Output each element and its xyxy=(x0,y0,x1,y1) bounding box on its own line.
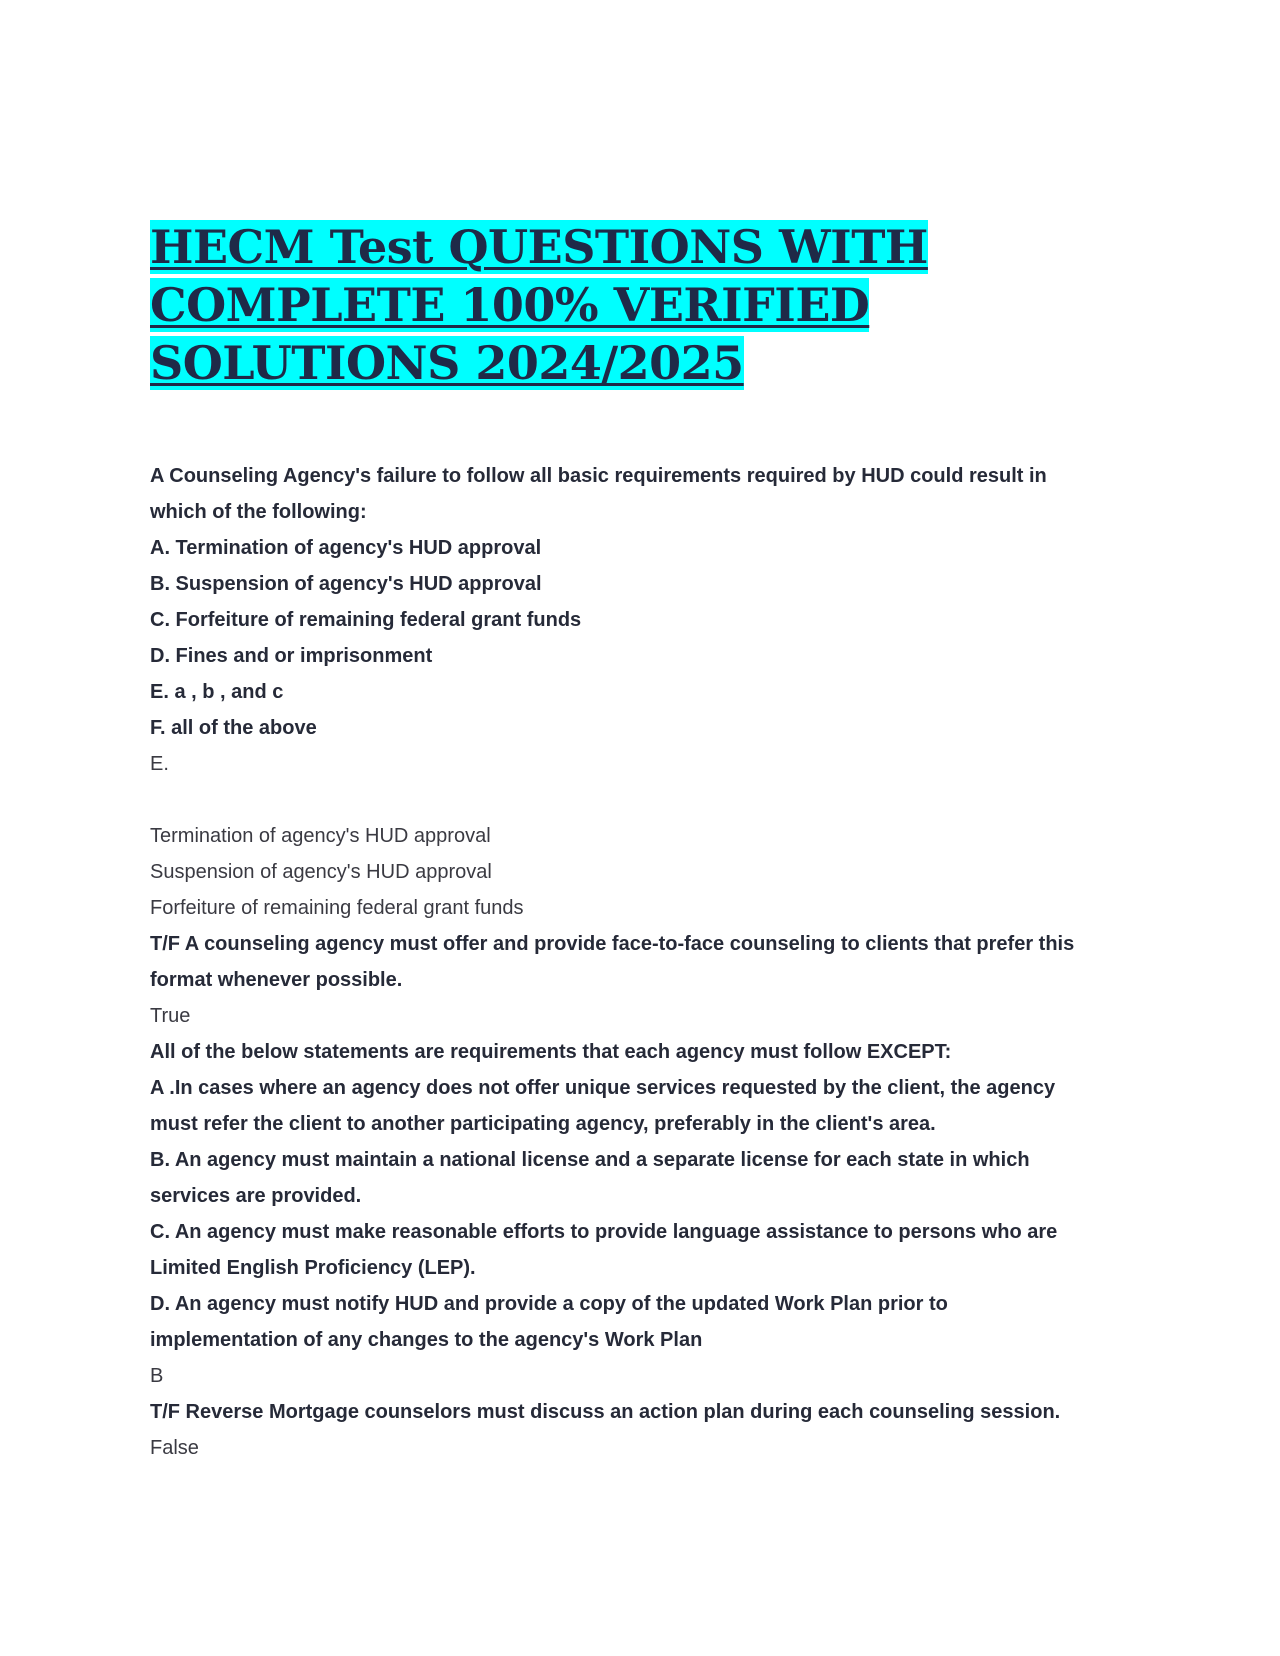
question-2-line: T/F A counseling agency must offer and provide face-to-face counseling to clients that prefer this xyxy=(150,933,1075,955)
question-4-line: T/F Reverse Mortgage counselors must discuss an action plan during each counseling session. xyxy=(150,1401,1061,1423)
qa-content xyxy=(150,458,1140,1466)
document-page xyxy=(150,218,1140,1466)
question-1-option: A. Termination of agency's HUD approval xyxy=(150,537,542,559)
question-1-line: which of the following: xyxy=(150,501,367,523)
question-1-option: E. a , b , and c xyxy=(150,681,284,703)
blank-line xyxy=(150,782,1140,818)
question-1-option: C. Forfeiture of remaining federal grant funds xyxy=(150,609,582,631)
question-3-option: Limited English Proficiency (LEP). xyxy=(150,1257,476,1279)
question-3-option: services are provided. xyxy=(150,1185,362,1207)
question-4-answer: False xyxy=(150,1437,199,1459)
question-1-line: A Counseling Agency's failure to follow all basic requirements required by HUD could result in xyxy=(150,465,1047,487)
question-3-option: A .In cases where an agency does not offer unique services requested by the client, the agency xyxy=(150,1077,1056,1099)
question-1-explanation: Suspension of agency's HUD approval xyxy=(150,861,492,883)
question-3-option: implementation of any changes to the agency's Work Plan xyxy=(150,1329,703,1351)
title-line-text: HECM Test QUESTIONS WITH xyxy=(150,220,928,274)
document-title xyxy=(150,218,1140,392)
question-1-explanation: Termination of agency's HUD approval xyxy=(150,825,491,847)
title-line xyxy=(150,276,1140,334)
title-line xyxy=(150,334,1140,392)
question-3-option: C. An agency must make reasonable efforts to provide language assistance to persons who are xyxy=(150,1221,1058,1243)
question-1-answer: E. xyxy=(150,753,169,775)
question-2-answer: True xyxy=(150,1005,191,1027)
question-3-option: B. An agency must maintain a national license and a separate license for each state in which xyxy=(150,1149,1030,1171)
question-3-line: All of the below statements are requirements that each agency must follow EXCEPT: xyxy=(150,1041,952,1063)
question-2-line: format whenever possible. xyxy=(150,969,403,991)
question-3-answer: B xyxy=(150,1365,164,1387)
question-3-option: D. An agency must notify HUD and provide a copy of the updated Work Plan prior to xyxy=(150,1293,948,1315)
question-1-explanation: Forfeiture of remaining federal grant funds xyxy=(150,897,524,919)
title-line-text: COMPLETE 100% VERIFIED xyxy=(150,278,870,332)
question-1-option: D. Fines and or imprisonment xyxy=(150,645,433,667)
question-1-option: B. Suspension of agency's HUD approval xyxy=(150,573,542,595)
title-line xyxy=(150,218,1140,276)
title-line-text: SOLUTIONS 2024/2025 xyxy=(150,336,744,390)
question-3-option: must refer the client to another participating agency, preferably in the client's area. xyxy=(150,1113,936,1135)
question-1-option: F. all of the above xyxy=(150,717,317,739)
